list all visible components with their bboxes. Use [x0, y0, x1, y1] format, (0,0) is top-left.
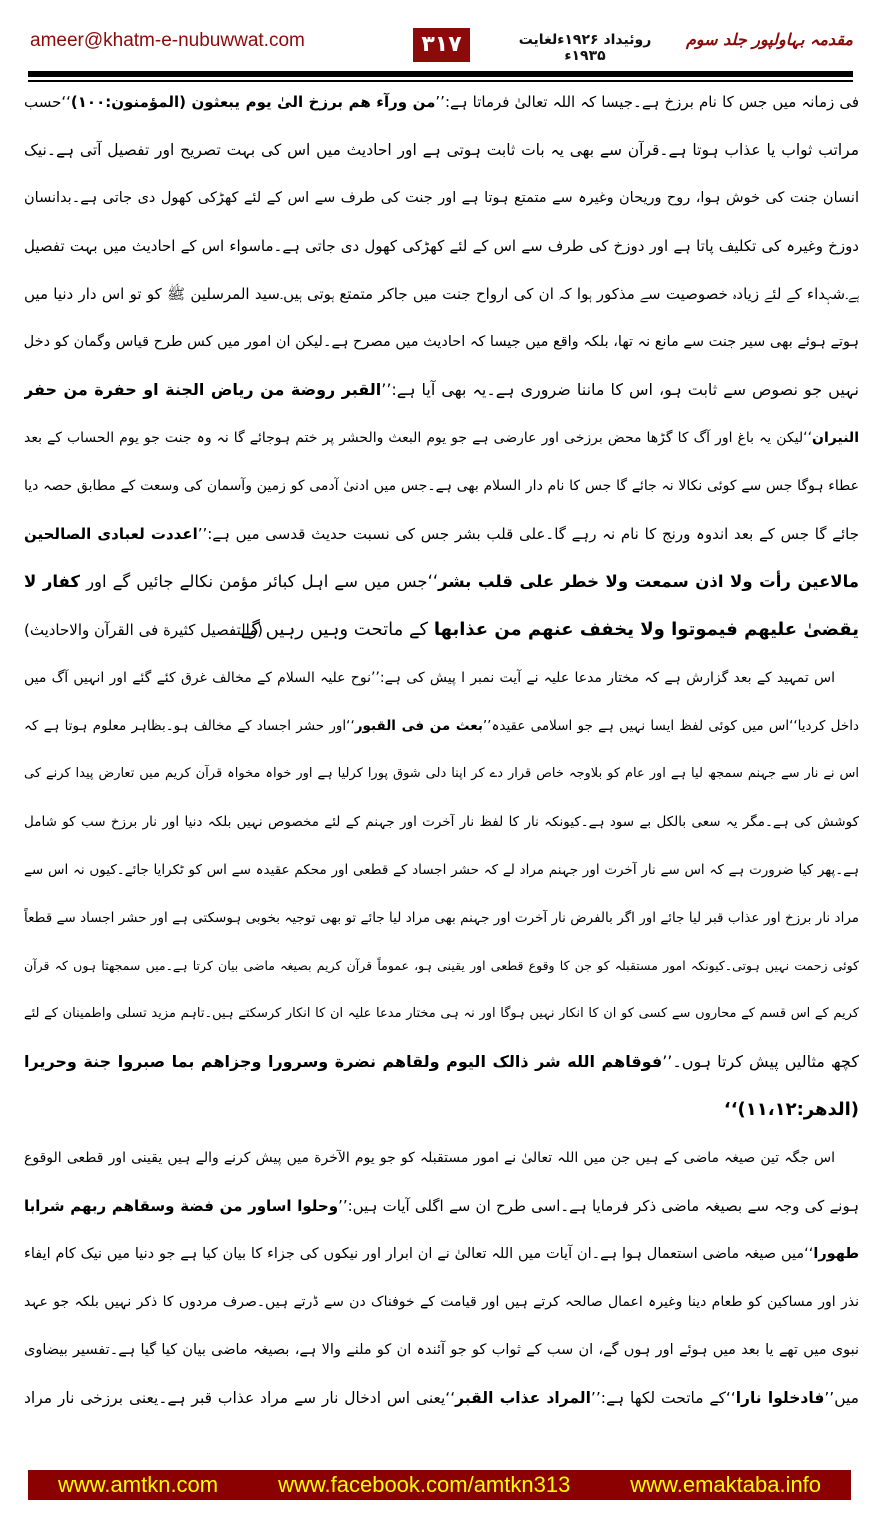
footer-link-emaktaba[interactable]: www.emaktaba.info	[630, 1472, 822, 1497]
text-line	[24, 894, 859, 942]
text-line	[24, 798, 859, 846]
urdu-text: مراتب ثواب یا عذاب ہوتا ہے۔قرآن سے بھی یہ بات ثابت ہوتی ہے اور احادیث میں اس کی بہت تصریح اور تفصیل آتی ہے۔نیک	[24, 141, 859, 159]
text-line	[24, 1134, 859, 1182]
arabic-quote: بعث من فی القبور	[354, 718, 483, 734]
arabic-quote: فوقاهم الله شر ذالک الیوم ولقاهم نضرة وسرورا وجزاهم بما صبروا جنة وحریرا	[24, 1052, 663, 1071]
page-body-text	[24, 78, 859, 1422]
urdu-text: ‘‘جس میں سے اہل کبائر مؤمن نکالے جائیں گے اور	[80, 572, 439, 591]
text-line	[24, 702, 859, 750]
text-line	[24, 1230, 859, 1278]
urdu-text: میں’’	[824, 1389, 859, 1407]
urdu-text: ہونے کی وجہ سے بصیغہ ماضی ذکر فرمایا ہے۔اسی طرح ان سے اگلی آیات ہیں:’’	[338, 1197, 859, 1215]
urdu-text: ہوتے ہوئے بھی سیر جنت سے مانع نہ تھا، بلکہ واقع میں جیسا کہ احادیث میں مصرح ہے۔لیکن ان امور میں کس طرح قیاس وگمان کو دخل	[24, 334, 859, 350]
citation-note: (والتفصیل کثیرة فی القرآن والاحادیث)	[24, 621, 263, 639]
text-line	[24, 1326, 859, 1374]
arabic-quote: وحلوا اساور من فضة وسقاهم ربهم شرابا	[24, 1197, 339, 1215]
page-number-badge: ۳۱۷	[413, 28, 470, 62]
urdu-text: کے ماتحت وہیں رہیں گے۔	[230, 619, 434, 640]
urdu-text: فی زمانہ میں جس کا نام برزخ ہے۔جیسا کہ اللہ تعالیٰ فرماتا ہے:’’	[435, 93, 859, 111]
urdu-text: اس تمہید کے بعد گزارش ہے کہ مختار مدعا علیہ نے آیت نمبر ا پیش کی ہے:’’نوح علیہ السلام کے مخالف غرق کئے گئے اور انہیں آگ میں	[24, 670, 835, 686]
text-line	[24, 846, 859, 894]
arabic-quote: اعددت لعبادی الصالحین	[24, 525, 198, 543]
urdu-text: ‘‘کے ماتحت لکھا ہے:’’	[590, 1389, 736, 1407]
text-line	[24, 510, 859, 558]
arabic-quote: یقضیٰ علیهم فیموتوا ولا یخفف عنهم من عذابها	[433, 619, 859, 640]
urdu-text: نذر اور مساکین کو طعام دینا وغیرہ اعمال صالحہ کرتے ہیں اور قیامت کے خوفناک دن سے ڈرتے ہیں۔صرف مردوں کا ذکر نہیں بلکہ جو عہد	[24, 1294, 859, 1310]
arabic-quote: النیران	[812, 430, 859, 446]
text-line	[24, 1278, 859, 1326]
text-line	[24, 1086, 859, 1134]
urdu-text: ‘‘لیکن یہ باغ اور آگ کا گڑھا محض برزخی اور عارضی ہے جو یوم البعث والحشر پر ختم ہوجائے گا نہ وہ جنت جو یوم الحساب کے بعد	[24, 430, 813, 446]
urdu-text: عطاء ہوگا جس سے کوئی نکالا نہ جائے گا جس کا نام دار السلام بھی ہے۔جس میں ادنیٰ آدمی کو زمین وآسمان کی وسعت کے مطابق حصہ دیا	[24, 478, 859, 494]
footer-link-facebook[interactable]: www.facebook.com/amtkn313	[278, 1472, 571, 1497]
text-line	[24, 270, 859, 318]
text-line	[24, 558, 859, 606]
urdu-text: مراد نار برزخ اور عذاب قبر لیا جائے اور اگر بالفرض نار آخرت اور جہنم بھی مراد لیا جائے تو بھی توجیہ بخوبی ہوسکتی ہے اور حشر اجساد سے قطعاً	[24, 910, 859, 926]
arabic-quote: طهورا	[813, 1246, 859, 1262]
text-line	[24, 414, 859, 462]
urdu-text: جائے گا جس کے بعد اندوہ ورنج کا نام نہ رہے گا۔علی قلب بشر جس کی نسبت حدیث قدسی میں ہے:’’	[197, 525, 859, 543]
text-line	[24, 462, 859, 510]
period-label: روئیداد ۱۹۲۶ءلغایت ۱۹۳۵ء	[518, 32, 652, 64]
text-line	[24, 1374, 859, 1422]
urdu-text: ‘‘حسب	[24, 93, 71, 111]
urdu-text: کچھ مثالیں پیش کرتا ہوں۔’’	[662, 1052, 859, 1071]
urdu-text: ‘‘اور حشر اجساد کے مخالف ہو۔بظاہر معلوم ہوتا ہے کہ	[24, 718, 355, 734]
urdu-text: اس نے نار سے جہنم سمجھ لیا ہے اور عام کو بلاوجہ خاص قرار دے کر اپنا دلی شوق پورا کرلیا ہے اور خواہ مخواہ قرآن کریم میں تعارض پیدا کرنے کی	[24, 766, 859, 781]
arabic-quote: مالاعین رأت ولا اذن سمعت ولا خطر علی قلب بشر	[438, 572, 859, 591]
text-line	[24, 318, 859, 366]
arabic-quote: المراد عذاب القبر	[455, 1389, 591, 1407]
arabic-quote: فادخلوا نارا	[735, 1389, 825, 1407]
text-line	[24, 1182, 859, 1230]
urdu-text: نہیں جو نصوص سے ثابت ہو، اس کا ماننا ضروری ہے۔یہ بھی آیا ہے:’’	[381, 380, 859, 399]
arabic-quote: القبر روضة من ریاض الجنة او حفرة من حفر	[24, 380, 382, 399]
urdu-text: کوئی زحمت نہیں ہوتی۔کیونکہ امور مستقبلہ کو جن کا وقوع قطعی اور یقینی ہو، عموماً قرآن کریم بصیغہ ماضی بیان کرتا ہے۔میں سمجھتا ہوں کہ قرآن	[24, 958, 859, 973]
urdu-text: دوزخ وغیرہ کی تکلیف پاتا ہے اور دوزخ کی طرف سے اس کے لئے کھڑکی کھول دی جاتی ہے۔ماسواء اس کے احادیث میں بہت تفصیل	[24, 237, 859, 255]
text-line	[24, 78, 859, 126]
book-title: مقدمہ بہاولپور جلد سوم	[685, 30, 853, 49]
arabic-quote: من ورآء هم برزخ الیٰ یوم یبعثون (المؤمنون:۱۰۰)	[70, 93, 436, 111]
urdu-text: کوشش کی ہے۔مگر یہ سعی بالکل بے سود ہے۔کیونکہ نار کا لفظ نار آخرت اور جہنم کے لئے مخصوص نہیں بلکہ دنیا اور نار برزخ سب کو شامل	[24, 814, 859, 830]
text-line	[24, 606, 859, 654]
urdu-text: اس جگہ تین صیغہ ماضی کے ہیں جن میں اللہ تعالیٰ نے امور مستقبلہ کو جو یوم الآخرة میں پیش کرنے والے ہیں یقینی اور قطعی الوقوع	[24, 1150, 835, 1166]
urdu-text: داخل کردیا‘‘اس میں کوئی لفظ ایسا نہیں ہے جو اسلامی عقیدہ’’	[482, 718, 859, 734]
arabic-quote: (الدھر:۱۱،۱۲)‘‘	[723, 1099, 859, 1120]
urdu-text: کریم کے اس قسم کے محاروں سے کسی کو ان کا انکار نہیں ہوگا اور نہ ہی مختار مدعا علیہ ان کا انکار کرسکتے ہیں۔تاہم مزید تسلی واطمینان کے لئے	[24, 1006, 859, 1021]
urdu-text: ہے۔شہداء کے لئے زیادہ خصوصیت سے مذکور ہوا کہ ان کی ارواح جنت میں جاکر متمتع ہوتی ہیں۔سید المرسلین ﷺ کو تو اس دار دنیا میں	[24, 285, 859, 303]
text-line	[24, 654, 859, 702]
text-line	[24, 942, 859, 990]
text-line	[24, 174, 859, 222]
text-line	[24, 366, 859, 414]
footer-bar	[28, 1470, 851, 1500]
header-divider-thick	[28, 71, 853, 77]
arabic-quote: کفار لا	[24, 572, 81, 591]
urdu-text: ‘‘میں صیغہ ماضی استعمال ہوا ہے۔ان آیات میں اللہ تعالیٰ نے ان ابرار اور نیکوں کی جزاء کا بیان کیا ہے جو دنیا میں نیک کام ایفاء	[24, 1246, 814, 1262]
text-line	[24, 750, 859, 798]
text-line	[24, 222, 859, 270]
text-line	[24, 990, 859, 1038]
footer-link-amtkn[interactable]: www.amtkn.com	[57, 1472, 219, 1497]
email-address[interactable]: ameer@khatm-e-nubuwwat.com	[30, 30, 305, 51]
text-line	[24, 126, 859, 174]
urdu-text: انسان جنت کی خوش ہوا، روح وریحان وغیرہ سے متمتع ہوتا ہے اور جنت کی طرف سے اس کے لئے کھڑکی کھول دی جاتی ہے۔بدانسان	[24, 190, 859, 206]
text-line	[24, 1038, 859, 1086]
urdu-text: نبوی میں تھے یا بعد میں ہوئے اور ہوں گے، ان سب کے ثواب کو جو آئندہ ان کو ملنے والا ہے، بصیغہ ماضی بیان کیا گیا ہے۔تفسیر بیضاوی	[24, 1342, 859, 1358]
urdu-text: ہے۔پھر کیا ضرورت ہے کہ اس سے نار آخرت اور جہنم مراد لے کہ حشر اجساد کے قطعی اور محکم عقیدہ سے اس کو ٹکرایا جائے۔کیوں نہ اس سے	[24, 862, 859, 878]
urdu-text: ‘‘یعنی اس ادخال نار سے مراد عذاب قبر ہے۔یعنی برزخی نار مراد	[24, 1389, 456, 1407]
